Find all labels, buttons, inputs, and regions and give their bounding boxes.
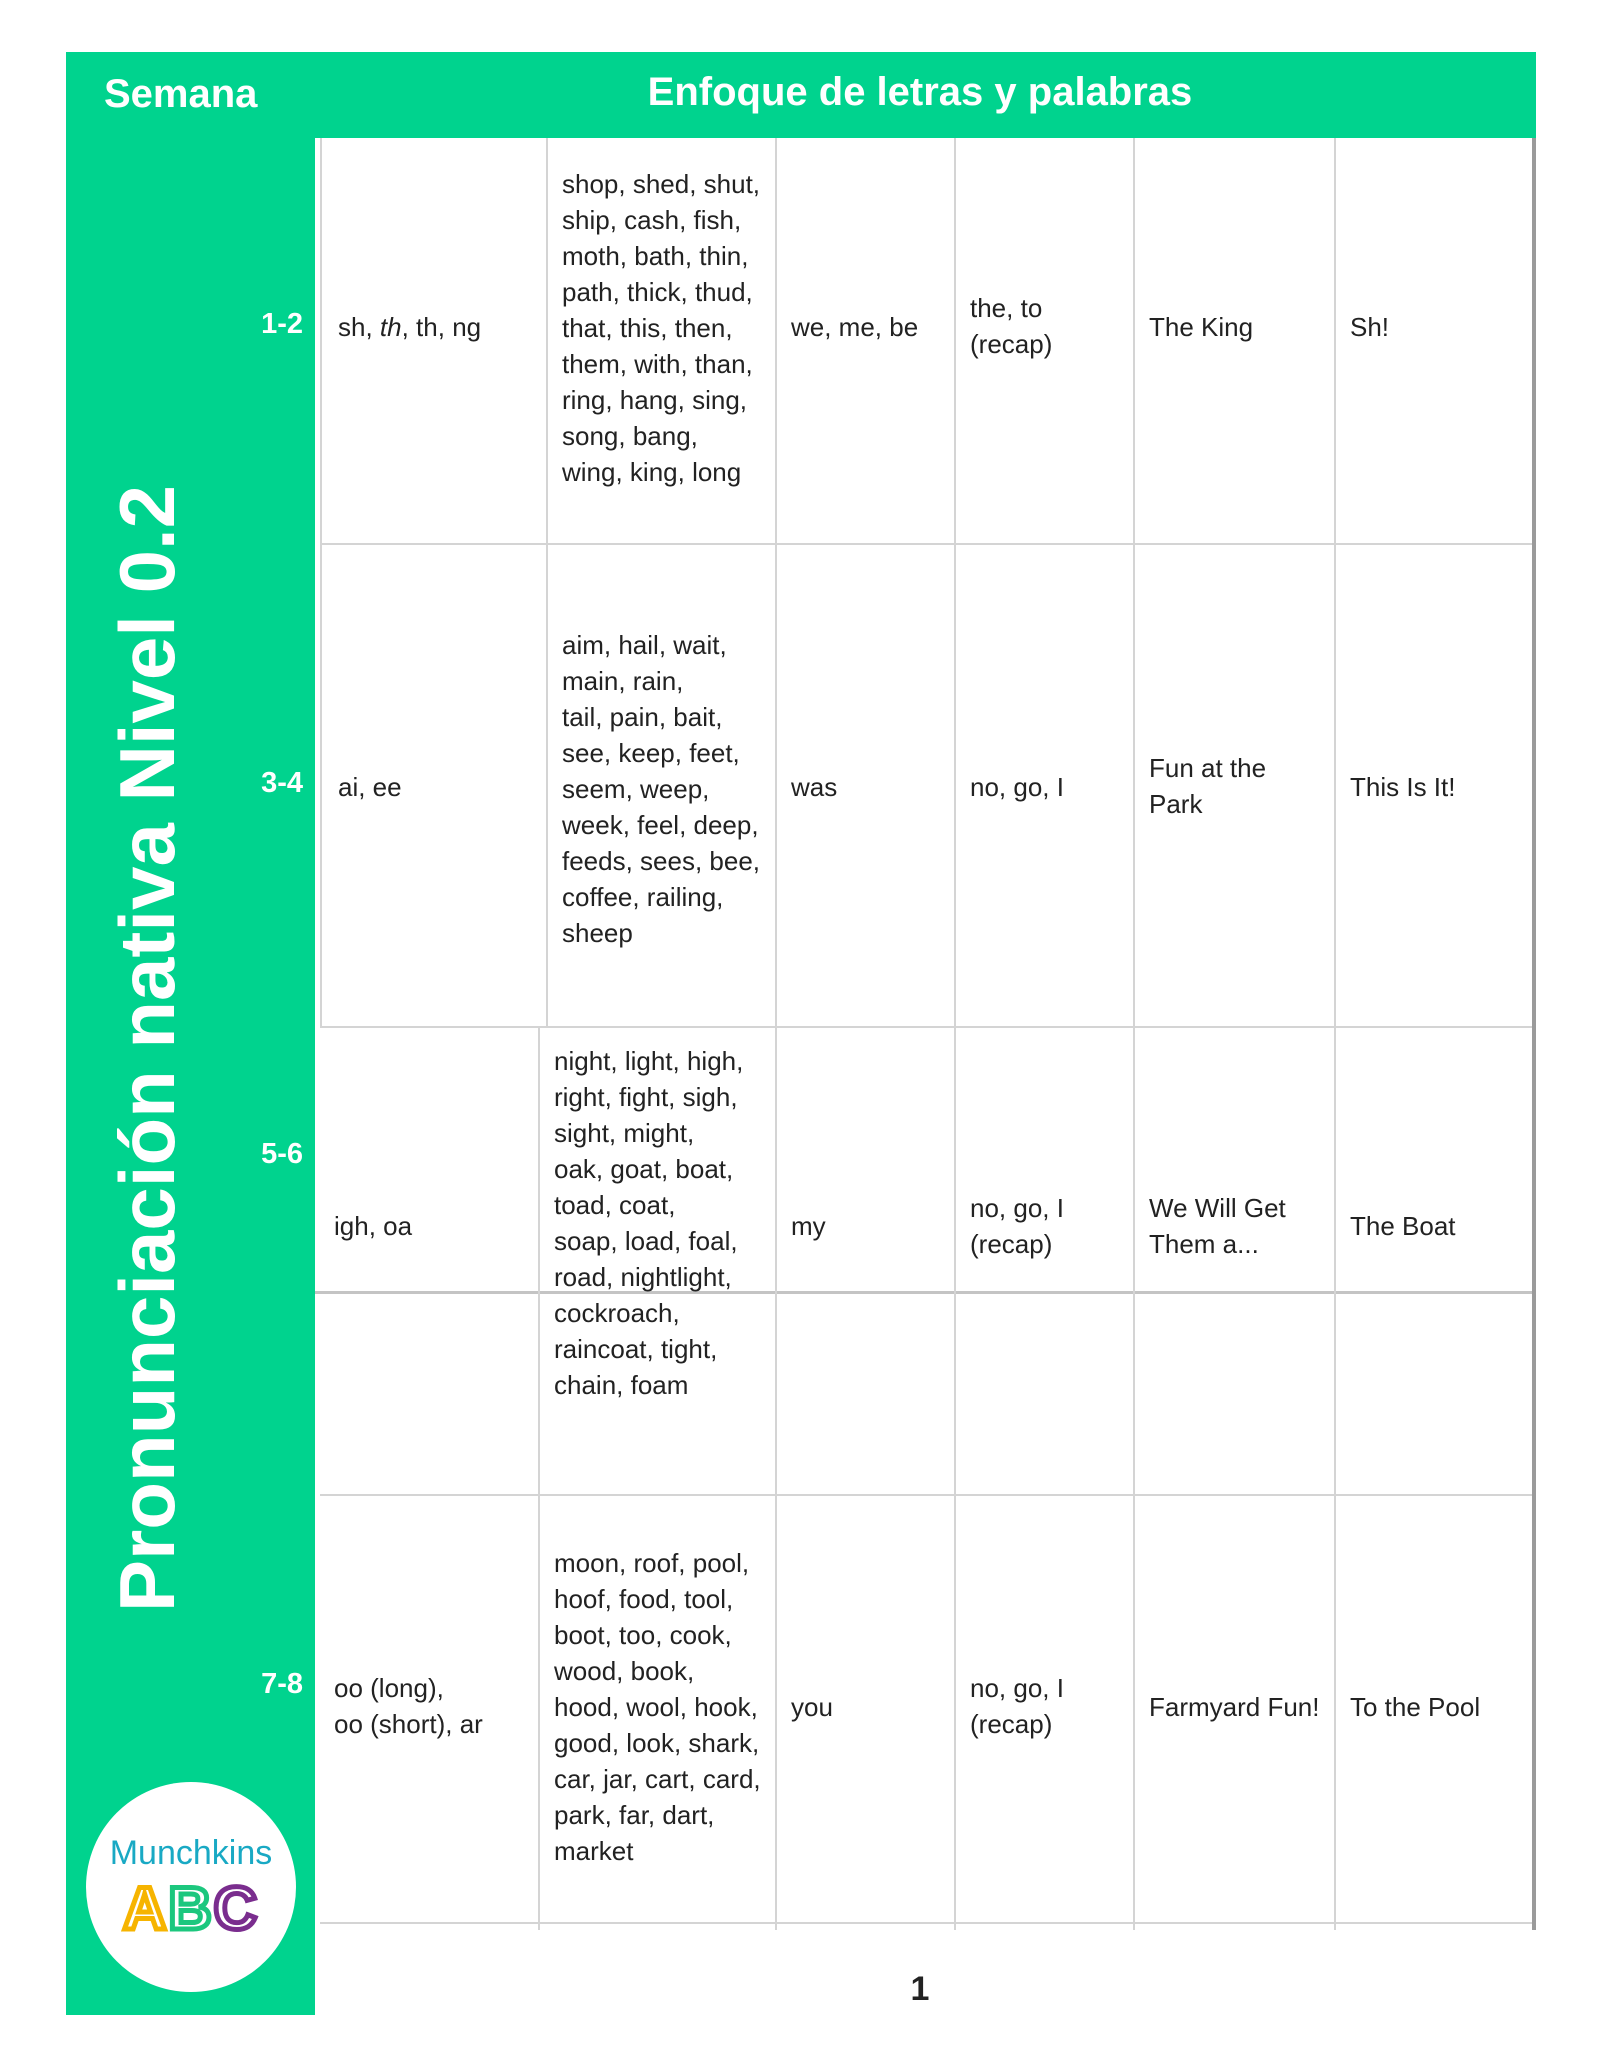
story-cell: Sh! (1350, 312, 1390, 342)
tricky-word-cell: my (791, 1211, 826, 1241)
column-divider (538, 1026, 540, 1930)
words-cell: moon, roof, pool, hoof, food, tool, boot, too, cook, wood, book, hood, wool, hook, good, look, shark, car, jar, cart, card, park, far, dart, market (554, 1548, 761, 1866)
sounds-cell: ai, ee (338, 772, 402, 802)
column-divider (1334, 138, 1336, 1930)
week-number: 3-4 (261, 767, 303, 799)
column-divider (954, 138, 956, 1930)
story-cell: Fun at the Park (1149, 753, 1267, 819)
tricky-word-cell: was (791, 772, 838, 802)
story-cell: We Will Get Them a... (1149, 1193, 1286, 1259)
logo-letter-a: A (122, 1875, 169, 1942)
story-cell: This Is It! (1350, 772, 1456, 802)
sounds-cell: sh, th, th, ng (338, 312, 482, 342)
sounds-cell-italic: th (379, 312, 402, 342)
sounds-cell: oo (long), oo (short), ar (334, 1673, 483, 1739)
week-number: 1-2 (261, 308, 303, 340)
week-column-header: Semana (104, 72, 258, 116)
sounds-cell: igh, oa (334, 1211, 413, 1241)
row-divider (320, 1922, 1532, 1924)
review-words-cell: no, go, I (recap) (970, 1673, 1064, 1739)
story-cell: Farmyard Fun! (1149, 1692, 1320, 1722)
column-divider (320, 138, 322, 1028)
logo-letter-c: C (213, 1875, 260, 1942)
column-divider (1133, 138, 1135, 1930)
row-divider (315, 1291, 1536, 1294)
munchkins-abc-logo (86, 1782, 296, 1992)
level-title: Pronunciación nativa Nivel 0.2 (103, 484, 191, 1612)
review-words-cell: no, go, I (recap) (970, 1193, 1064, 1259)
week-number: 7-8 (261, 1668, 303, 1700)
table-right-edge (1532, 138, 1536, 1930)
story-cell: The Boat (1350, 1211, 1456, 1241)
words-cell: shop, shed, shut, ship, cash, fish, moth, bath, thin, path, thick, thud, that, this, then, them, with, than, ring, hang, sing, song, bang, wing, king, long (562, 169, 761, 487)
focus-column-header: Enfoque de letras y palabras (647, 70, 1193, 114)
words-cell: aim, hail, wait, main, rain, tail, pain, bait, see, keep, feet, seem, weep, week, feel, deep, feeds, sees, bee, coffee, railing, sheep (562, 630, 761, 948)
review-words-cell: the, to (recap) (970, 293, 1053, 359)
week-number: 5-6 (261, 1138, 303, 1170)
row-divider (320, 1026, 1532, 1028)
page-number: 1 (910, 1970, 930, 2008)
logo-wordmark: Munchkins (109, 1834, 273, 1872)
tricky-word-cell: you (791, 1692, 833, 1722)
logo-letters (86, 1874, 296, 1943)
story-cell: The King (1149, 312, 1254, 342)
review-words-cell: no, go, I (970, 772, 1064, 802)
row-divider (320, 543, 1532, 545)
column-divider (546, 138, 548, 1028)
row-divider (320, 1494, 1532, 1496)
story-cell: To the Pool (1350, 1692, 1481, 1722)
tricky-word-cell: we, me, be (791, 312, 919, 342)
column-divider (775, 138, 777, 1930)
logo-letter-b: B (168, 1875, 214, 1942)
words-cell: night, light, high, right, fight, sigh, sight, might, oak, goat, boat, toad, coat, soap, load, foal, road, nightlight, cockroach, raincoat, tight, chain, foam (554, 1046, 744, 1400)
